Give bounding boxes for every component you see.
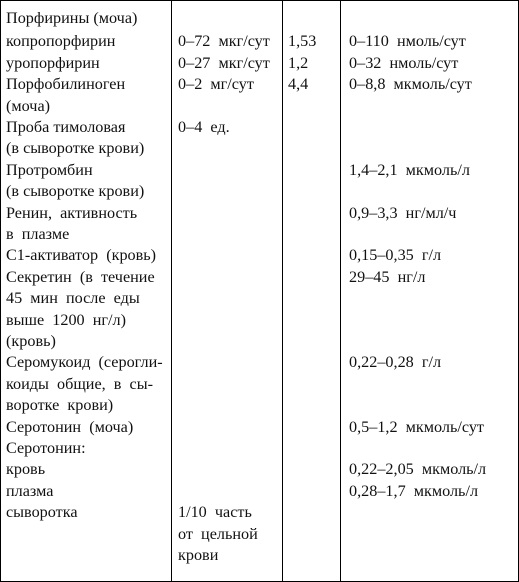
parameter-cell: Серомукоид (серогли-	[6, 353, 163, 372]
parameter-cell: Серотонин:	[6, 439, 86, 457]
si-units-cell: 0,9–3,3 нг/мл/ч	[349, 203, 457, 222]
column-divider-3	[340, 0, 341, 582]
conventional-units-cell: 1/10 часть	[178, 503, 252, 522]
parameter-cell: (в сыворотке крови)	[6, 182, 145, 201]
si-units-cell: 0,22–0,28 г/л	[349, 353, 442, 372]
conventional-units-cell: крови	[178, 546, 219, 564]
parameter-cell: Ренин, активность	[6, 203, 138, 222]
si-units-cell: 0,22–2,05 мкмоль/л	[349, 460, 487, 479]
conversion-factor-cell: 4,4	[288, 75, 309, 94]
si-units-cell: 0–8,8 мкмоль/сут	[349, 75, 472, 94]
parameter-cell: уропорфирин	[6, 53, 100, 72]
parameter-cell: Серотонин (моча)	[6, 417, 134, 436]
parameter-cell: Секретин (в течение	[6, 267, 155, 286]
column-divider-2	[282, 0, 283, 582]
parameter-cell: Проба тимоловая	[6, 118, 126, 136]
conventional-units-cell: 0–72 мкг/сут	[178, 32, 270, 51]
parameter-cell: воротке крови)	[6, 396, 114, 415]
parameter-cell: копропорфирин	[6, 32, 116, 51]
si-units-cell: 0,5–1,2 мкмоль/сут	[349, 417, 484, 436]
parameter-cell: коиды общие, в сы-	[6, 374, 153, 393]
si-units-cell: 0,15–0,35 г/л	[349, 246, 442, 265]
parameter-cell: выше 1200 нг/л)	[6, 310, 126, 329]
conventional-units-cell: 0–4 ед.	[178, 118, 230, 136]
parameter-cell: (в сыворотке крови)	[6, 139, 145, 158]
parameter-cell: Порфирины (моча)	[6, 9, 138, 27]
parameter-cell: плазма	[6, 481, 54, 500]
si-units-cell: 0–110 нмоль/сут	[349, 32, 466, 51]
parameter-cell: Протромбин	[6, 160, 93, 179]
conversion-factor-cell: 1,2	[288, 53, 309, 72]
parameter-cell: кровь	[6, 460, 46, 479]
conventional-units-cell: от цельной	[178, 524, 258, 543]
parameter-cell: сыворотка	[6, 503, 78, 522]
si-units-cell: 29–45 нг/л	[349, 267, 426, 286]
parameter-cell: в плазме	[6, 225, 70, 243]
parameter-cell: 45 мин после еды	[6, 289, 140, 308]
parameter-cell: (кровь)	[6, 332, 56, 350]
parameter-cell: Порфобилиноген	[6, 75, 126, 94]
parameter-cell: (моча)	[6, 96, 51, 115]
conversion-factor-cell: 1,53	[288, 32, 317, 51]
si-units-cell: 0,28–1,7 мкмоль/л	[349, 481, 479, 500]
conventional-units-cell: 0–2 мг/сут	[178, 75, 254, 94]
conventional-units-cell: 0–27 мкг/сут	[178, 53, 270, 72]
parameter-cell: С1-активатор (кровь)	[6, 246, 157, 265]
si-units-cell: 1,4–2,1 мкмоль/л	[349, 160, 470, 179]
si-units-cell: 0–32 нмоль/сут	[349, 53, 459, 72]
column-divider-1	[171, 0, 172, 582]
